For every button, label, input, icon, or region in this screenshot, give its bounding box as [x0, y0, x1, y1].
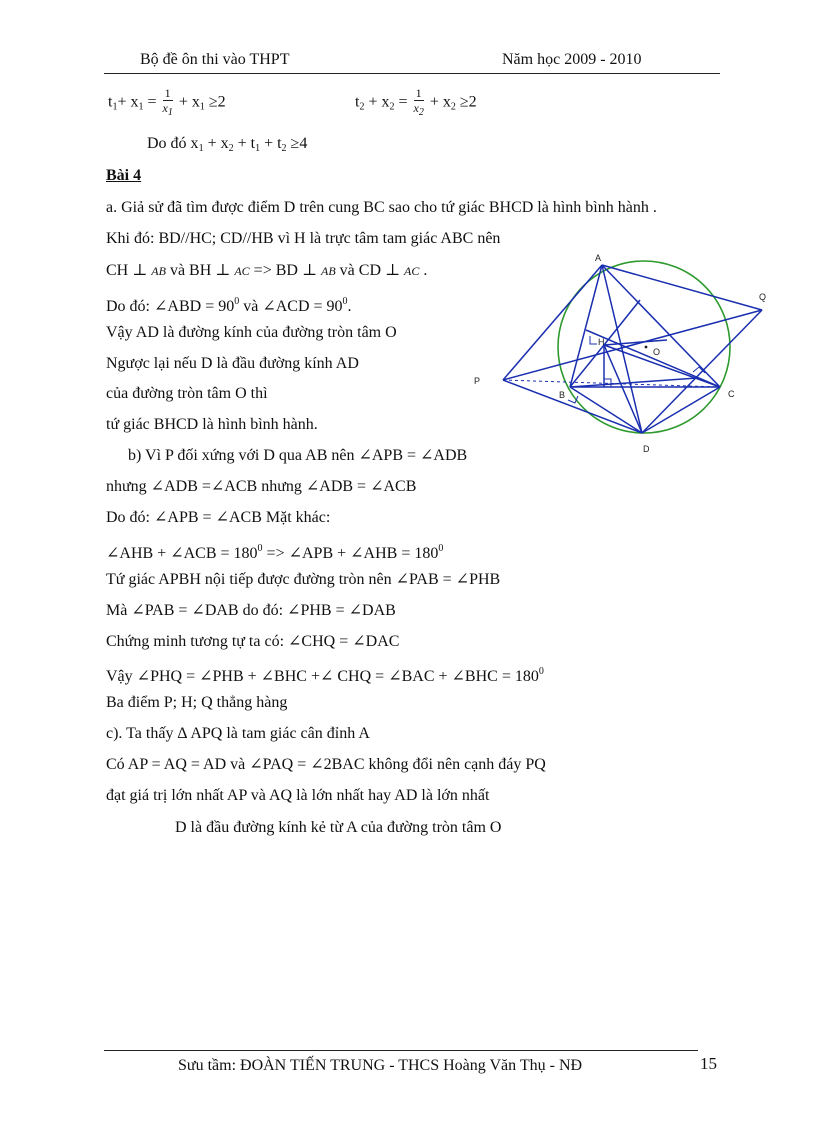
eq1-equals: = [143, 93, 157, 111]
text-line: CH ⊥ AB và BH ⊥ AC => BD ⊥ AB và CD ⊥ AC . [106, 262, 428, 279]
right-angle-marker [590, 336, 597, 344]
text-line: nhưng ∠ADB =∠ACB nhưng ∠ADB = ∠ACB [106, 478, 417, 495]
text-line: Do đó: ∠APB = ∠ACB Mặt khác: [106, 509, 331, 526]
label-B: B [559, 390, 566, 400]
label-Q: Q [759, 292, 767, 302]
text-line: tứ giác BHCD là hình bình hành. [106, 416, 318, 433]
label-O: O [653, 347, 661, 357]
equation-1 [108, 86, 226, 120]
text-line: của đường tròn tâm O thì [106, 385, 268, 402]
section-title: Bài 4 [106, 167, 142, 184]
text-line: b) Vì P đối xứng với D qua AB nên ∠APB = ∠ADB [128, 447, 468, 464]
text-line: đạt giá trị lớn nhất AP và AQ là lớn nhất hay AD là lớn nhất [106, 787, 490, 804]
label-D: D [643, 444, 650, 454]
text-line: Tứ giác APBH nội tiếp được đường tròn nên ∠PAB = ∠PHB [106, 571, 501, 588]
segment-PQ [503, 310, 762, 380]
header-rule [104, 73, 720, 74]
text-line: Khi đó: BD//HC; CD//HB vì H là trực tâm tam giác ABC nên [106, 230, 501, 247]
eq1-term: + x [178, 93, 200, 111]
text-line: Có AP = AQ = AD và ∠PAQ = ∠2BAC không đổi nên cạnh đáy PQ [106, 756, 546, 773]
label-H: H [598, 337, 605, 347]
text-line: Vậy ∠PHQ = ∠PHB + ∠BHC +∠ CHQ = ∠BAC + ∠BHC = $180^0$ [106, 666, 544, 685]
text-line: c). Ta thấy ∆ APQ là tam giác cân đỉnh A [106, 725, 370, 742]
footer-rule [104, 1050, 698, 1051]
footer-text: Sưu tầm: ĐOÀN TIẾN TRUNG - THCS Hoàng Văn Thụ - NĐ [178, 1057, 583, 1074]
segment-H-helper [604, 300, 640, 345]
text-line: Chứng minh tương tự ta có: ∠CHQ = ∠DAC [106, 633, 400, 650]
text-line: Ngược lại nếu D là đầu đường kính AD [106, 355, 359, 372]
center-point [645, 346, 648, 349]
eq1-term: t [108, 93, 113, 111]
segment-AD [602, 265, 642, 433]
eq1-fraction: $\frac{1}{x_1}$ [162, 86, 173, 118]
altitude-from-C [586, 330, 720, 387]
eq1-sub: 1 [199, 101, 205, 113]
label-C: C [728, 389, 735, 399]
text-line: a. Giả sử đã tìm được điểm D trên cung BC sao cho tứ giác BHCD là hình bình hành . [106, 199, 657, 216]
right-angle-marker [568, 396, 578, 403]
header-right: Năm học 2009 - 2010 [502, 51, 642, 68]
label-P: P [474, 376, 481, 386]
text-line: D là đầu đường kính kẻ từ A của đường tròn tâm O [175, 819, 502, 836]
equation-2: $t_2 + x_2$ = $\frac{1}{x_2}$ + $x_2 \ge 2$ [355, 86, 477, 118]
text-line: ∠AHB + ∠ACB = $180^0$ => ∠APB + ∠AHB = $180^0$ [106, 543, 444, 562]
text-line: Mà ∠PAB = ∠DAB do đó: ∠PHB = ∠DAB [106, 602, 396, 619]
conclusion-line: Do đó $x_1 + x_2 + t_1 + t_2 \ge 4$ [147, 135, 308, 154]
eq1-sub: 1 [112, 101, 118, 113]
eq1-inequality: ≥2 [204, 93, 226, 111]
text-line: Do đó: ∠ABD = $90^0$ và ∠ACD = $90^0$. [106, 296, 352, 315]
segment-AQ [602, 265, 762, 310]
label-A: A [595, 253, 602, 263]
text-line: Vậy AD là đường kính của đường tròn tâm O [106, 324, 397, 341]
eq1-term: + x [117, 93, 139, 111]
eq1-sub: 1 [138, 101, 144, 113]
header-left: Bộ đề ôn thi vào THPT [140, 51, 290, 68]
page-number: 15 [700, 1054, 717, 1073]
text-line: Ba điểm P; H; Q thẳng hàng [106, 694, 288, 711]
geometry-figure [466, 245, 786, 460]
segment-QD [642, 310, 762, 433]
eq2-fraction: $\frac{1}{x_2}$ [413, 86, 424, 118]
segment-HD [604, 345, 642, 433]
